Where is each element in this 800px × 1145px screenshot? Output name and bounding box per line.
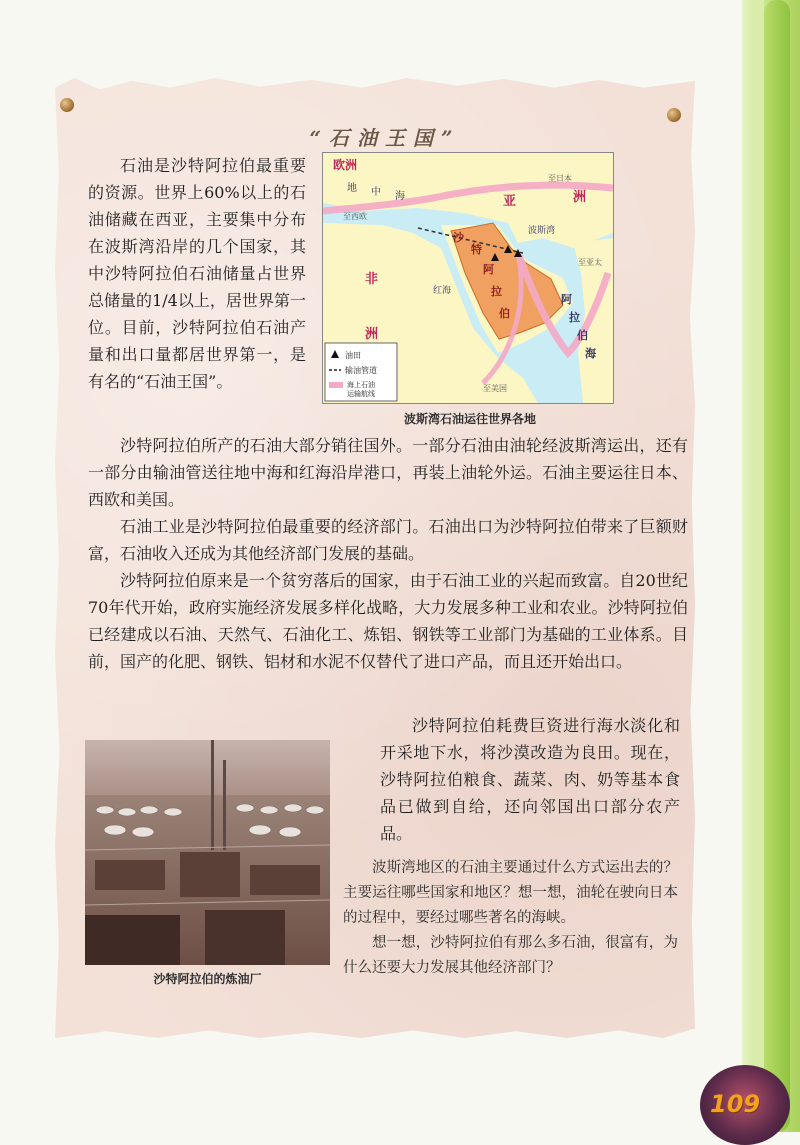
- map-label-saudi: 拉: [491, 285, 502, 298]
- body-text-right: [380, 712, 680, 847]
- persian-gulf-map: [322, 152, 614, 404]
- storage-tank: [96, 806, 114, 814]
- map-label-arabian-sea: 阿: [561, 293, 572, 306]
- map-label-europe: 欧洲: [333, 158, 358, 172]
- map-label-to-japan: 至日本: [548, 174, 572, 183]
- map-label-asia: 亚: [503, 194, 517, 209]
- storage-tank: [306, 806, 324, 814]
- map-illustration: [323, 153, 613, 403]
- legend-shipping-label: 海上石油: [347, 381, 375, 389]
- map-label-asia: 洲: [573, 190, 587, 205]
- map-label-mediterranean: 地: [347, 183, 357, 194]
- pin-icon: [667, 108, 681, 122]
- photo-sky: [85, 740, 330, 800]
- map-label-red-sea: 红海: [433, 286, 452, 296]
- refinery-building: [95, 860, 165, 890]
- refinery-chimney: [223, 760, 226, 850]
- photo-caption: 沙特阿拉伯的炼油厂: [153, 972, 262, 986]
- question: 波斯湾地区的石油主要通过什么方式运出去的？主要运往哪些国家和地区？想一想，油轮在驶向日本的过程中，要经过哪些著名的海峡。: [343, 860, 678, 926]
- refinery-building: [85, 915, 180, 965]
- refinery-building: [205, 910, 285, 965]
- map-label-saudi: 阿: [483, 263, 494, 276]
- decorative-green-strip: [742, 0, 800, 1132]
- map-label-saudi: 特: [471, 243, 482, 256]
- paragraph: 沙特阿拉伯原来是一个贫穷落后的国家，由于石油工业的兴起而致富。自20世纪70年代开始，政府实施经济发展多样化战略，大力发展多种工业和农业。沙特阿拉伯已经建成以石油、天然气、石油化工、炼铝、钢铁等工业部门为基础的工业体系。目前，国产的化肥、钢铁、铝材和水泥不仅替代了进口产品，而且还开始出口。: [88, 571, 688, 671]
- storage-tank: [118, 808, 136, 816]
- map-caption: 波斯湾石油运往世界各地: [403, 412, 536, 426]
- storage-tank: [260, 806, 278, 814]
- map-label-to-asia: 至亚太: [578, 258, 602, 267]
- legend-oilfield-label: 油田: [345, 351, 361, 360]
- questions: [343, 856, 678, 981]
- question: 想一想，沙特阿拉伯有那么多石油，很富有，为什么还要大力发展其他经济部门？: [343, 935, 678, 976]
- decorative-blade: [754, 0, 764, 1132]
- refinery-building: [250, 865, 320, 895]
- intro-text: [88, 152, 306, 395]
- legend-shipping-icon: [329, 382, 343, 388]
- map-label-mediterranean: 中: [371, 187, 381, 198]
- refinery-building: [180, 852, 240, 897]
- storage-tank: [284, 804, 302, 812]
- refinery-photo: [85, 740, 330, 965]
- storage-tank: [164, 808, 182, 816]
- map-label-arabian-sea: 拉: [569, 311, 580, 324]
- map-label-to-west-europe: 至西欧: [343, 212, 367, 221]
- refinery-chimney: [211, 740, 214, 850]
- map-label-arabian-sea: 海: [585, 347, 596, 360]
- legend-shipping-label: 运输航线: [347, 390, 375, 398]
- pin-icon: [60, 98, 74, 112]
- map-label-africa: 洲: [365, 327, 379, 342]
- refinery-illustration: [85, 740, 330, 965]
- storage-tank: [279, 827, 301, 837]
- map-label-saudi: 伯: [499, 307, 510, 320]
- section-title: “石油王国”: [309, 126, 461, 150]
- decorative-blade: [764, 0, 790, 1132]
- paragraph: 沙特阿拉伯所产的石油大部分销往国外。一部分石油由油轮经波斯湾运出，还有一部分由输油管送往地中海和红海沿岸港口，再装上油轮外运。石油主要运往日本、西欧和美国。: [88, 436, 688, 509]
- legend-pipeline-label: 输油管道: [345, 366, 377, 375]
- paragraph: 石油工业是沙特阿拉伯最重要的经济部门。石油出口为沙特阿拉伯带来了巨额财富，石油收入还成为其他经济部门发展的基础。: [88, 517, 688, 563]
- map-label-persian-gulf: 波斯湾: [528, 226, 556, 236]
- body-text: [88, 432, 688, 675]
- storage-tank: [140, 806, 158, 814]
- map-label-mediterranean: 海: [395, 191, 405, 202]
- map-label-saudi: 沙: [453, 231, 464, 244]
- storage-tank: [249, 825, 271, 835]
- intro-paragraph: 石油是沙特阿拉伯最重要的资源。世界上60%以上的石油储藏在西亚，主要集中分布在波斯湾沿岸的几个国家，其中沙特阿拉伯石油储量占世界总储量的1/4以上，居世界第一位。目前，沙特阿拉伯石油产量和出口量都居世界第一，是有名的“石油王国”。: [88, 156, 306, 391]
- storage-tank: [132, 827, 154, 837]
- paragraph: 沙特阿拉伯耗费巨资进行海水淡化和开采地下水，将沙漠改造为良田。现在，沙特阿拉伯粮食、蔬菜、肉、奶等基本食品已做到自给，还向邻国出口部分农产品。: [380, 716, 680, 843]
- storage-tank: [104, 825, 126, 835]
- storage-tank: [236, 804, 254, 812]
- map-label-africa: 非: [365, 272, 379, 287]
- map-label-arabian-sea: 伯: [577, 329, 588, 342]
- map-label-to-america: 至美国: [483, 384, 507, 393]
- page-number: 109: [710, 1090, 761, 1118]
